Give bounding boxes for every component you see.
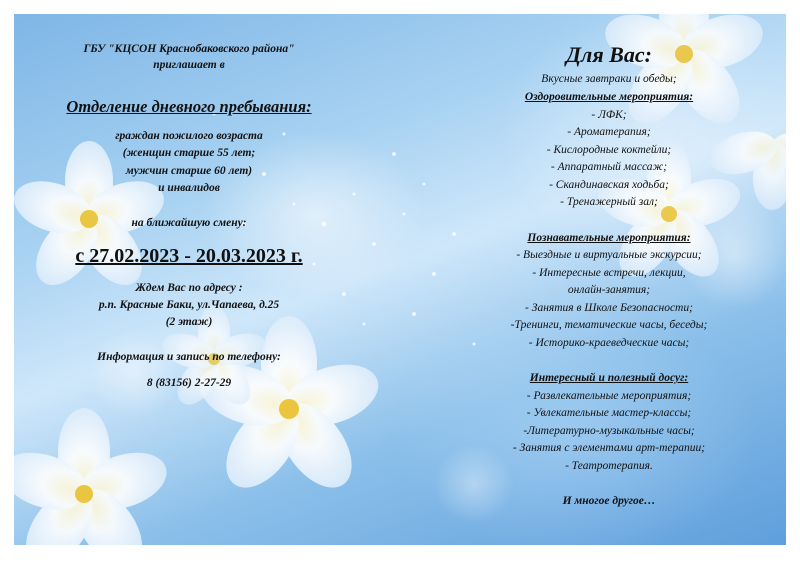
address-line: р.п. Красные Баки, ул.Чапаева, д.25 (98, 299, 280, 311)
leisure-title: Интересный и полезный досуг: (529, 372, 689, 384)
health-title: Оздоровительные мероприятия: (524, 91, 694, 103)
edu-item: -Тренинги, тематические часы, беседы; (510, 319, 708, 331)
flyer-sheet (14, 14, 786, 545)
edu-item: - Занятия в Школе Безопасности; (525, 302, 693, 314)
phone-label: Информация и запись по телефону: (97, 351, 281, 363)
health-item: - Скандинавская ходьба; (549, 179, 669, 191)
audience-line: (женщин старше 55 лет; (122, 147, 256, 159)
leisure-item: - Занятия с элементами арт-терапии; (512, 442, 706, 454)
audience-line: мужчин старше 60 лет) (125, 165, 253, 177)
phone-number: 8 (83156) 2-27-29 (146, 377, 232, 389)
shift-label: на ближайшую смену: (131, 217, 247, 229)
edu-item: онлайн-занятия; (567, 284, 651, 296)
address-line: (2 этаж) (165, 316, 213, 328)
organization-name: ГБУ "КЦСОН Краснобаковского района" (83, 43, 295, 55)
leisure-item: -Литературно-музыкальные часы; (523, 425, 695, 437)
invites-text: приглашает в (153, 59, 225, 71)
audience-line: и инвалидов (158, 182, 220, 194)
right-heading: Для Вас: (566, 42, 652, 67)
edu-item: - Историко-краеведческие часы; (528, 337, 690, 349)
health-item: - Аппаратный массаж; (550, 161, 668, 173)
leisure-item: - Увлекательные мастер-классы; (526, 407, 692, 419)
health-item: - Кислородные коктейли; (546, 144, 672, 156)
closing-text: И многое другое… (562, 495, 656, 507)
shift-dates: с 27.02.2023 - 20.03.2023 г. (75, 245, 303, 267)
edu-item: - Выездные и виртуальные экскурсии; (516, 249, 702, 261)
leisure-item: - Театротерапия. (565, 460, 653, 472)
address-line: Ждем Вас по адресу : (135, 282, 243, 294)
department-title: Отделение дневного пребывания: (66, 97, 312, 116)
edu-title: Познавательные мероприятия: (527, 232, 691, 244)
health-item: - ЛФК; (591, 109, 627, 121)
meals-text: Вкусные завтраки и обеды; (541, 73, 677, 85)
health-item: - Тренажерный зал; (560, 196, 658, 208)
audience-line: граждан пожилого возраста (115, 130, 263, 142)
edu-item: - Интересные встречи, лекции, (532, 267, 686, 279)
leisure-item: - Развлекательные мероприятия; (526, 390, 692, 402)
health-item: - Ароматерапия; (567, 126, 651, 138)
